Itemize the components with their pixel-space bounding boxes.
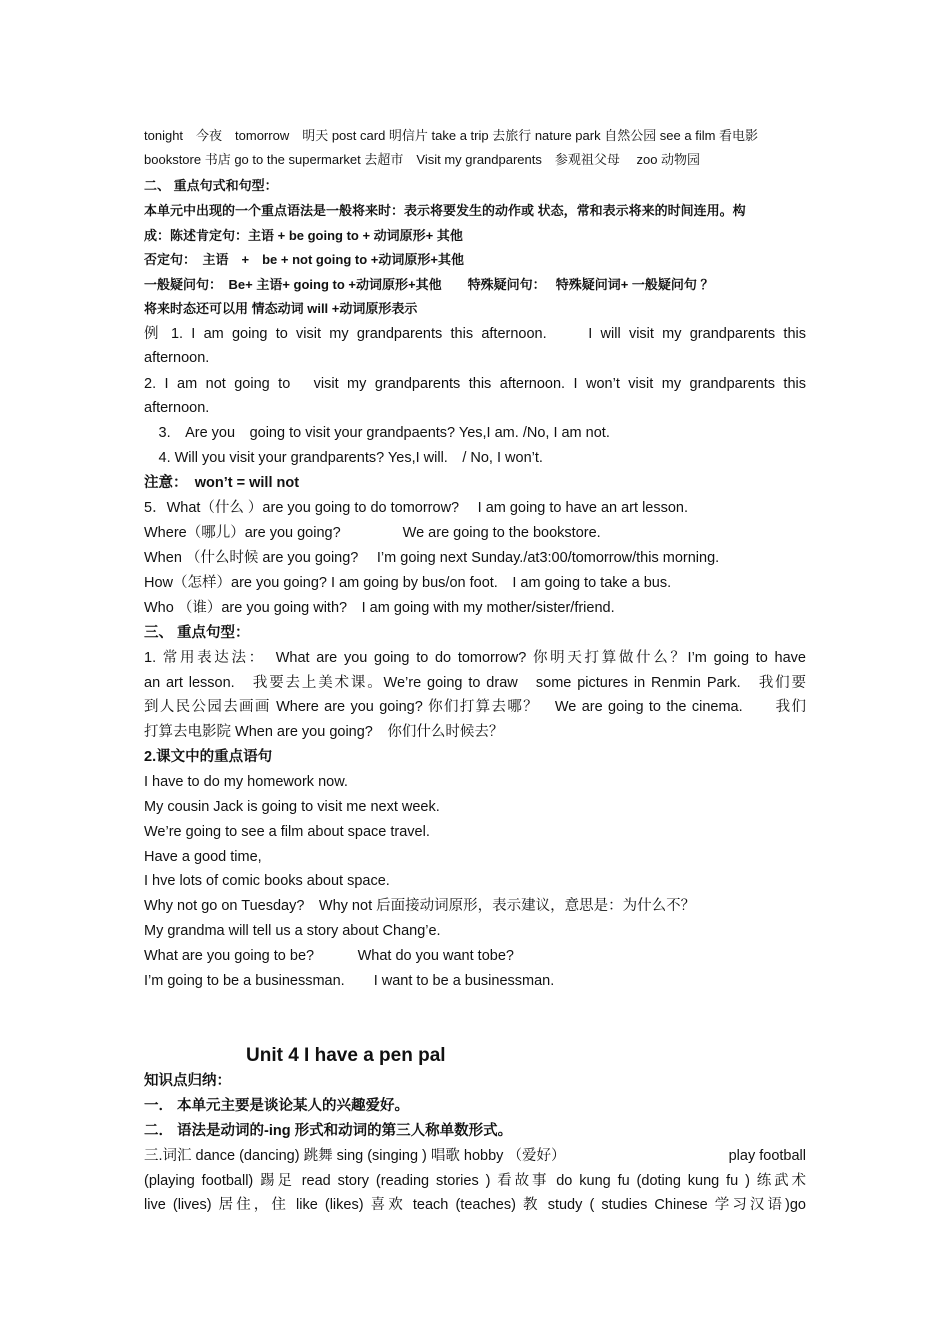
key-sentence-8: What are you going to be? What do you want tobe?	[144, 948, 514, 964]
vocab-row-1	[144, 1149, 806, 1164]
vocab-row-3: live (lives) 居住，住 like (likes) 喜欢 teach (teaches) 教 study ( studies Chinese 学习汉语)go	[144, 1197, 806, 1213]
section-heading-3: 三、 重点句型：	[144, 625, 250, 641]
expression-line-2: an art lesson. 我要去上美术课。We’re going to draw some pictures in Renmin Park. 我们要	[144, 675, 806, 691]
vocab-row-1-left: 三.词汇 dance (dancing) 跳舞 sing (singing ) 唱歌 hobby （爱好）	[144, 1148, 566, 1164]
example-2-cont: afternoon.	[144, 400, 210, 416]
key-sentence-4: Have a good time,	[144, 849, 262, 865]
expression-line-3: 到人民公园去画画 Where are you going? 你们打算去哪？ We are going to the cinema. 我们	[144, 699, 806, 715]
example-1-cont: afternoon.	[144, 350, 210, 366]
expression-line-1: 1. 常用表达法： What are you going to do tomorrow? 你明天打算做什么？I’m going to have	[144, 650, 806, 666]
grammar-note-line-1: 本单元中出现的一个重点语法是一般将来时：表示将要发生的动作或 状态，常和表示将来的时间连用。构	[144, 203, 746, 218]
vocab-row-1-right: play football	[728, 1148, 806, 1164]
vocab-line-2: bookstore 书店 go to the supermarket 去超市 Visit my grandparents 参观祖父母 zoo 动物园	[144, 152, 701, 167]
key-sentence-7: My grandma will tell us a story about Chang’e.	[144, 923, 441, 939]
wh-question-where: Where（哪儿）are you going? We are going to the bookstore.	[144, 525, 601, 541]
wh-question-how: How（怎样）are you going? I am going by bus/on foot. I am going to take a bus.	[144, 575, 672, 591]
grammar-note-line-2: 成：陈述肯定句：主语 + be going to + 动词原形+ 其他	[144, 228, 463, 243]
example-3: 3. Are you going to visit your grandpaents? Yes,I am. /No, I am not.	[144, 425, 610, 441]
key-sentence-5: I hve lots of comic books about space.	[144, 873, 390, 889]
key-sentence-1: I have to do my homework now.	[144, 774, 348, 790]
wh-question-who: Who （谁）are you going with? I am going with my mother/sister/friend.	[144, 600, 615, 616]
expression-line-4: 打算去电影院 When are you going? 你们什么时候去？	[144, 724, 504, 740]
key-sentence-9: I’m going to be a businessman. I want to be a businessman.	[144, 973, 555, 989]
note-wont: 注意： won’t = will not	[144, 475, 300, 491]
key-sentences-heading: 2.课文中的重点语句	[144, 749, 273, 765]
key-sentence-2: My cousin Jack is going to visit me next week.	[144, 799, 440, 815]
negative-form: 否定句： 主语 + be + not going to +动词原形+其他	[144, 252, 464, 267]
key-sentence-3: We’re going to see a film about space travel.	[144, 824, 430, 840]
key-sentence-6: Why not go on Tuesday? Why not 后面接动词原形，表示建议，意思是：为什么不？	[144, 898, 696, 914]
example-4: 4. Will you visit your grandparents? Yes,I will. / No, I won’t.	[144, 450, 543, 466]
unit-title: Unit 4 I have a pen pal	[246, 1045, 446, 1066]
section-heading-2: 二、 重点句式和句型：	[144, 178, 278, 193]
wh-question-when: When （什么时候 are you going? I’m going next Sunday./at3:00/tomorrow/this morning.	[144, 550, 720, 566]
vocab-row-2: (playing football) 踢足 read story (reading stories ) 看故事 do kung fu (doting kung fu ) 练武术	[144, 1173, 806, 1189]
summary-point-1: 一． 本单元主要是谈论某人的兴趣爱好。	[144, 1098, 410, 1114]
example-1: 例 1. I am going to visit my grandparents this afternoon. I will visit my grandparents this	[144, 326, 806, 342]
question-forms: 一般疑问句： Be+ 主语+ going to +动词原形+其他 特殊疑问句： 特殊疑问词+ 一般疑问句 ？	[144, 277, 714, 292]
summary-heading: 知识点归纳：	[144, 1073, 231, 1089]
will-form: 将来时态还可以用 情态动词 will +动词原形表示	[144, 301, 418, 316]
vocab-line-1: tonight 今夜 tomorrow 明天 post card 明信片 take a trip 去旅行 nature park 自然公园 see a film 看电影	[144, 128, 759, 143]
summary-point-2: 二． 语法是动词的-ing 形式和动词的第三人称单数形式。	[144, 1123, 513, 1139]
wh-question-what: 5．What（什么 ）are you going to do tomorrow? I am going to have an art lesson.	[144, 500, 689, 516]
example-2: 2. I am not going to visit my grandparents this afternoon. I won’t visit my grandparents this	[144, 376, 806, 392]
